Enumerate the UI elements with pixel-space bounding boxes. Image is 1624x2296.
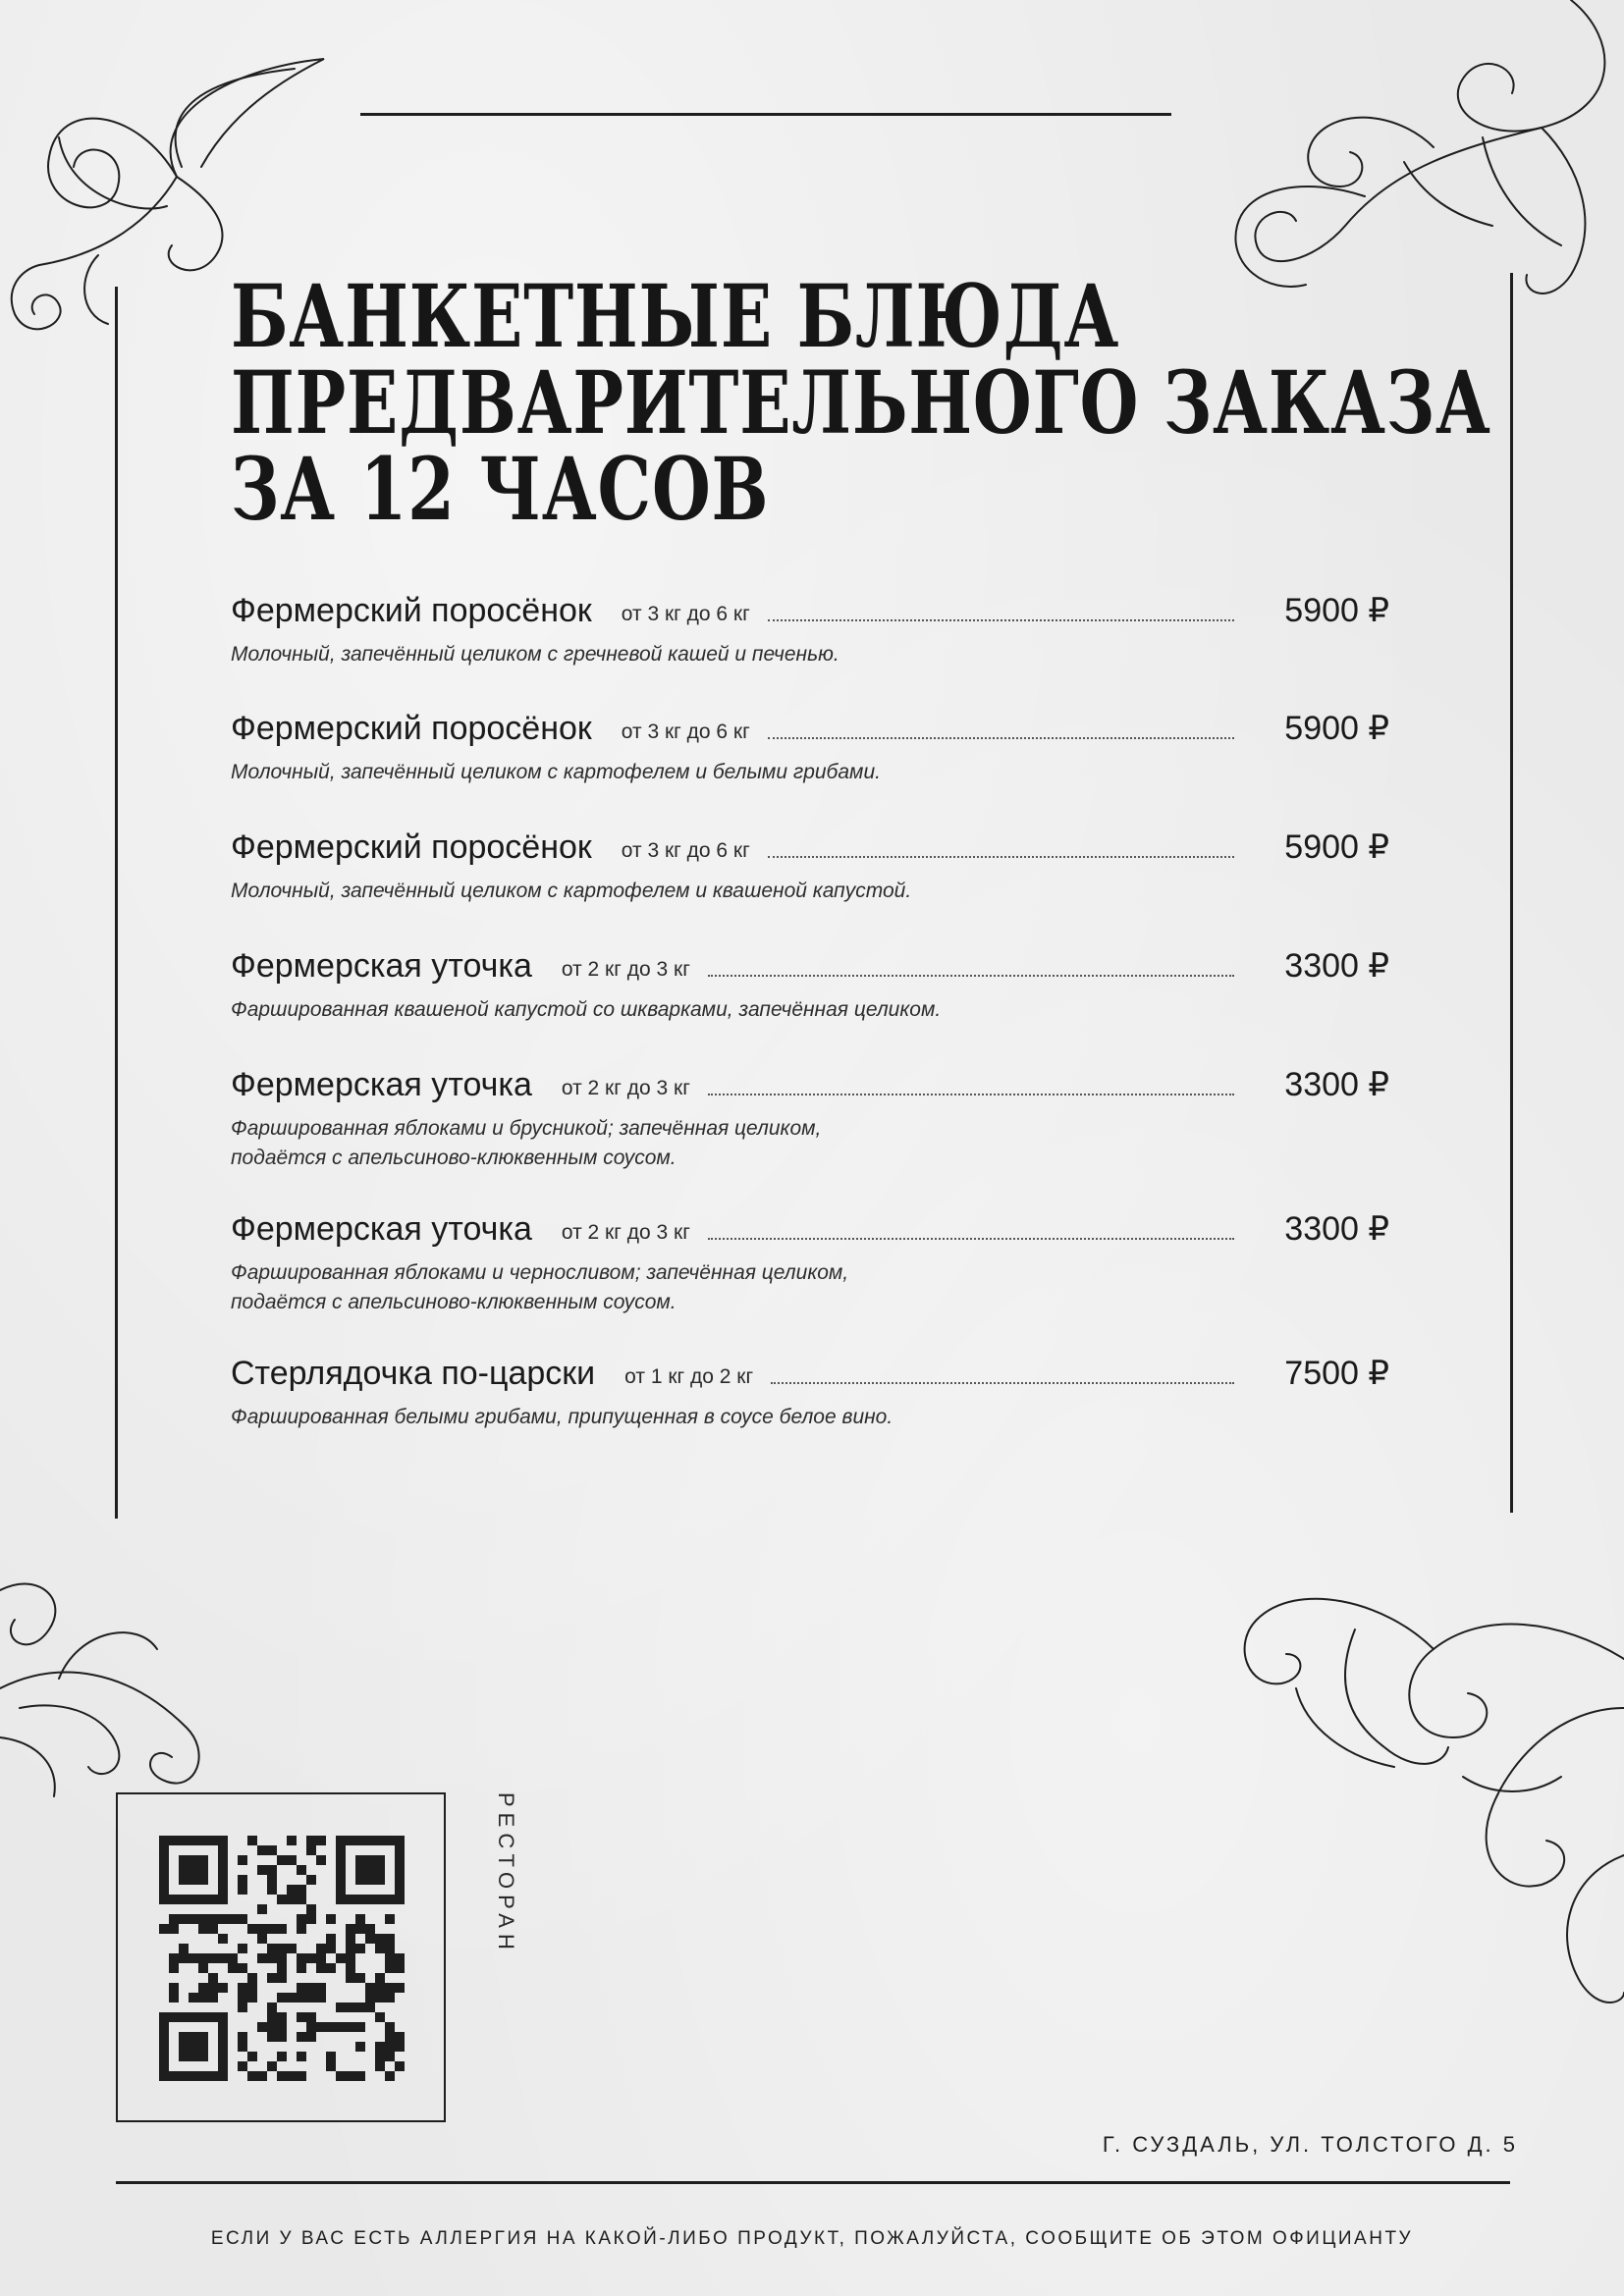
qr-frame <box>116 1792 446 2122</box>
item-name: Фермерский поросёнок <box>231 828 592 866</box>
item-weight: от 3 кг до 6 кг <box>621 839 750 862</box>
item-name: Фермерский поросёнок <box>231 592 592 629</box>
item-weight: от 1 кг до 2 кг <box>624 1365 754 1388</box>
ornament-top-right <box>1110 0 1624 324</box>
top-rule <box>360 113 1171 116</box>
page-title <box>231 265 1491 540</box>
item-weight: от 2 кг до 3 кг <box>561 1221 690 1244</box>
dotted-leader <box>768 856 1234 858</box>
item-description-line: Молочный, запечённый целиком с картофелем и белыми грибами. <box>231 761 881 783</box>
item-description-line: Молочный, запечённый целиком с картофелем и квашеной капустой. <box>231 880 912 902</box>
qr-label: РЕСТОРАН <box>494 1792 518 1955</box>
item-description <box>231 995 1114 1025</box>
item-description <box>231 1403 1114 1432</box>
item-name: Фермерская уточка <box>231 1066 532 1103</box>
item-description <box>231 1114 1114 1173</box>
dotted-leader <box>708 1094 1234 1095</box>
item-description-line: подаётся с апельсиново-клюквенным соусом. <box>231 1291 677 1313</box>
menu-item <box>231 587 1389 669</box>
item-description-line: Фаршированная яблоками и брусникой; запечённая целиком, <box>231 1117 822 1140</box>
dotted-leader <box>708 1238 1234 1240</box>
right-rule <box>1510 273 1513 1513</box>
item-description <box>231 640 1114 669</box>
item-weight: от 3 кг до 6 кг <box>621 603 750 625</box>
title-line-1: БАНКЕТНЫЕ БЛЮДА <box>231 265 1120 367</box>
item-price: 3300 ₽ <box>1284 947 1389 985</box>
dotted-leader <box>768 737 1234 739</box>
item-description-line: подаётся с апельсиново-клюквенным соусом. <box>231 1147 677 1169</box>
item-description-line: Фаршированная квашеной капустой со шкварками, запечённая целиком. <box>231 998 942 1021</box>
address: Г. СУЗДАЛЬ, УЛ. ТОЛСТОГО Д. 5 <box>1102 2132 1518 2157</box>
left-rule <box>115 287 118 1519</box>
menu-item <box>231 942 1389 1025</box>
item-description-line: Фаршированная яблоками и черносливом; запечённая целиком, <box>231 1261 849 1284</box>
item-name: Фермерская уточка <box>231 947 532 985</box>
dotted-leader <box>768 619 1234 621</box>
qr-code[interactable] <box>159 1836 405 2081</box>
allergy-notice: ЕСЛИ У ВАС ЕСТЬ АЛЛЕРГИЯ НА КАКОЙ-ЛИБО ПРОДУКТ, ПОЖАЛУЙСТА, СООБЩИТЕ ОБ ЭТОМ ОФИЦИАНТУ <box>210 2228 1414 2249</box>
item-description <box>231 758 1114 787</box>
menu-item <box>231 824 1389 906</box>
item-weight: от 2 кг до 3 кг <box>561 958 690 981</box>
title-line-3: ЗА 12 ЧАСОВ <box>231 438 770 540</box>
bottom-rule <box>116 2181 1510 2184</box>
item-name: Фермерский поросёнок <box>231 710 592 747</box>
dotted-leader <box>771 1382 1234 1384</box>
item-price: 3300 ₽ <box>1284 1210 1389 1248</box>
menu-item <box>231 1205 1389 1317</box>
item-name: Фермерская уточка <box>231 1210 532 1248</box>
item-description-line: Фаршированная белыми грибами, припущенная в соусе белое вино. <box>231 1406 893 1428</box>
ornament-bottom-left <box>0 1571 216 1806</box>
item-price: 5900 ₽ <box>1284 592 1389 629</box>
item-price: 7500 ₽ <box>1284 1355 1389 1392</box>
ornament-bottom-right <box>1237 1561 1624 2012</box>
title-line-2: ПРЕДВАРИТЕЛЬНОГО ЗАКАЗА <box>231 351 1491 454</box>
item-price: 5900 ₽ <box>1284 828 1389 866</box>
dotted-leader <box>708 975 1234 977</box>
item-description <box>231 877 1114 906</box>
item-weight: от 3 кг до 6 кг <box>621 721 750 743</box>
item-description <box>231 1258 1114 1317</box>
menu-item <box>231 705 1389 787</box>
item-price: 5900 ₽ <box>1284 710 1389 747</box>
item-description-line: Молочный, запечённый целиком с гречневой кашей и печенью. <box>231 643 839 666</box>
item-weight: от 2 кг до 3 кг <box>561 1077 690 1099</box>
item-price: 3300 ₽ <box>1284 1066 1389 1103</box>
menu-item <box>231 1350 1389 1432</box>
menu-item <box>231 1061 1389 1173</box>
item-name: Стерлядочка по-царски <box>231 1355 596 1392</box>
